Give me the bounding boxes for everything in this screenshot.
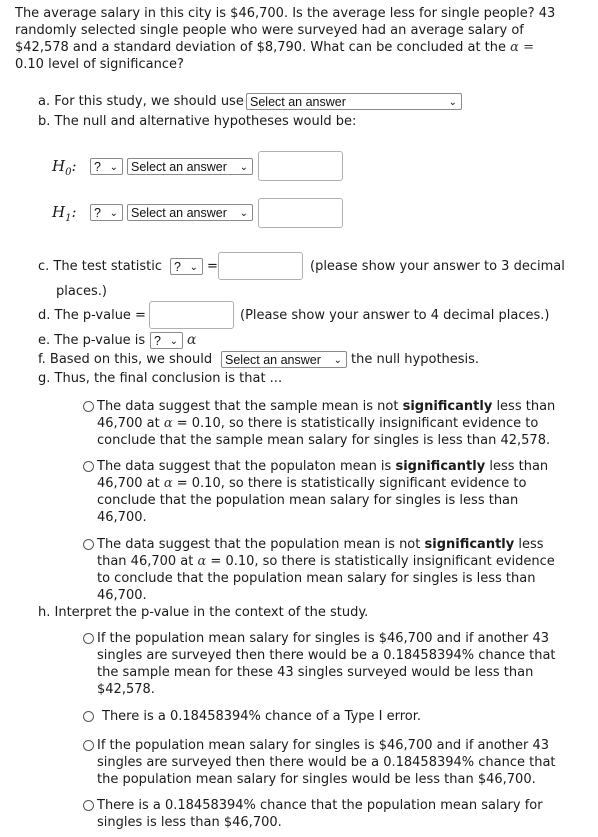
conclusion-radio-3[interactable] bbox=[83, 539, 94, 550]
part-c-label: c. The test statistic bbox=[38, 259, 162, 274]
decision-select[interactable]: Select an answer ⌄ bbox=[221, 351, 347, 368]
test-statistic-type-select[interactable]: ? ⌄ bbox=[170, 258, 203, 275]
test-statistic-note: (please show your answer to 3 decimal bbox=[310, 259, 565, 274]
h1-parameter-select[interactable]: ? ⌄ bbox=[90, 204, 123, 221]
conclusion-radio-2[interactable] bbox=[83, 461, 94, 472]
intro-line: The average salary in this city is $46,700. Is the average less for single people? 43 bbox=[15, 6, 556, 21]
p-value-note: (Please show your answer to 4 decimal places.) bbox=[240, 308, 550, 323]
interpretation-radio-2[interactable] bbox=[83, 711, 94, 722]
interpretation-option-1: If the population mean salary for singles is $46,700 and if another 43 singles are surveyed then there would be a 0.18458394% chance that the sample mean for these 43 singles surveyed would be less than $42,578. bbox=[97, 631, 556, 697]
chevron-down-icon: ⌄ bbox=[333, 355, 342, 366]
chevron-down-icon: ⌄ bbox=[189, 262, 198, 273]
part-d-label: d. The p-value = bbox=[38, 308, 146, 323]
interpretation-radio-4[interactable] bbox=[83, 800, 94, 811]
select-value: Select an answer bbox=[250, 95, 346, 109]
alternative-hypothesis-label: $H_1$: bbox=[52, 203, 77, 224]
alpha-symbol: α = bbox=[510, 40, 534, 55]
conclusion-option-1: The data suggest that the sample mean is not significantly less than 46,700 at α = 0.10, so there is statistically insignificant evidence to conclude that the sample mean salary for singles is less than 42,578. bbox=[97, 399, 556, 448]
chevron-down-icon: ⌄ bbox=[109, 208, 118, 219]
part-b-label: b. The null and alternative hypotheses would be: bbox=[38, 114, 357, 129]
part-g-label: g. Thus, the final conclusion is that ... bbox=[38, 371, 283, 386]
h0-parameter-select[interactable]: ? ⌄ bbox=[90, 158, 123, 175]
h1-value-input[interactable] bbox=[258, 198, 343, 228]
part-h-label: h. Interpret the p-value in the context of the study. bbox=[38, 605, 369, 620]
study-type-select[interactable] bbox=[246, 93, 462, 110]
test-statistic-note-cont: places.) bbox=[56, 284, 107, 299]
part-a-label: a. For this study, we should use bbox=[38, 94, 244, 109]
interpretation-radio-1[interactable] bbox=[83, 633, 94, 644]
h1-relation-select[interactable]: Select an answer ⌄ bbox=[127, 204, 253, 221]
alpha-symbol: α bbox=[187, 332, 197, 348]
conclusion-radio-1[interactable] bbox=[83, 401, 94, 412]
h0-value-input[interactable] bbox=[258, 151, 343, 181]
conclusion-option-2: The data suggest that the populaton mean is significantly less than 46,700 at α = 0.10, so there is statistically significant evidence to conclude that the population mean salary for singles is less than 46,700. bbox=[97, 459, 549, 525]
chevron-down-icon: ⌄ bbox=[448, 97, 457, 108]
intro-line: $42,578 and a standard deviation of $8,790. What can be concluded at the α = bbox=[15, 40, 534, 55]
interpretation-option-3: If the population mean salary for singles is $46,700 and if another 43 singles are surveyed then there would be a 0.18458394% chance that the population mean salary for singles would be less than $46,700. bbox=[97, 738, 556, 787]
chevron-down-icon: ⌄ bbox=[109, 162, 118, 173]
interpretation-radio-3[interactable] bbox=[83, 740, 94, 751]
chevron-down-icon: ⌄ bbox=[239, 208, 248, 219]
interpretation-option-2: There is a 0.18458394% chance of a Type I error. bbox=[102, 709, 422, 724]
intro-line: randomly selected single people who were surveyed had an average salary of bbox=[15, 23, 524, 38]
p-value-input[interactable] bbox=[149, 301, 234, 329]
part-f-label: f. Based on this, we should bbox=[38, 352, 213, 367]
conclusion-option-3: The data suggest that the population mean is not significantly less than 46,700 at α = 0.10, so there is statistically insignificant evidence to conclude that the population mean salary for singles is less than 46,700. bbox=[97, 537, 555, 603]
interpretation-option-4: There is a 0.18458394% chance that the population mean salary for singles is less than $46,700. bbox=[97, 798, 543, 830]
intro-line: 0.10 level of significance? bbox=[15, 57, 184, 72]
equals-sign: = bbox=[207, 259, 218, 274]
test-statistic-input[interactable] bbox=[218, 252, 303, 280]
problem-statement bbox=[15, 5, 555, 73]
null-hypothesis-label: $H_0$: bbox=[52, 157, 77, 178]
chevron-down-icon: ⌄ bbox=[169, 336, 178, 347]
chevron-down-icon: ⌄ bbox=[239, 162, 248, 173]
part-e-label: e. The p-value is bbox=[38, 333, 146, 348]
p-value-comparison-select[interactable]: ? ⌄ bbox=[150, 332, 183, 349]
part-f-tail: the null hypothesis. bbox=[351, 352, 480, 367]
h0-relation-select[interactable]: Select an answer ⌄ bbox=[127, 158, 253, 175]
